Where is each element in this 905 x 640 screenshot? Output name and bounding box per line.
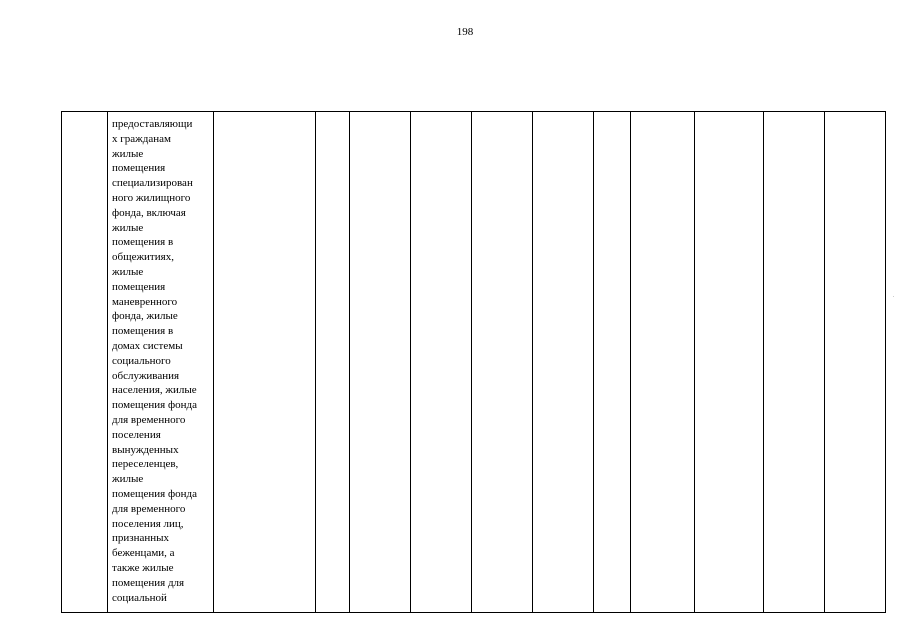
description-line: х гражданам [112, 132, 171, 145]
description-line: обслуживания [112, 369, 180, 382]
table-cell-empty [350, 112, 411, 613]
description-line: домах системы [112, 339, 183, 352]
document-table [61, 111, 886, 613]
description-line: помещения в [112, 325, 174, 338]
description-text [108, 112, 213, 605]
description-line: жилые [112, 147, 144, 160]
table-cell-empty [411, 112, 472, 613]
description-line: жилые [112, 265, 144, 278]
table-cell-empty [316, 112, 350, 613]
table-cell-empty [631, 112, 695, 613]
table-row [62, 112, 886, 613]
description-line: жилые [112, 473, 144, 486]
description-line: вынужденных [112, 443, 179, 456]
scan-speck [893, 296, 894, 297]
description-line: маневренного [112, 295, 178, 308]
table-cell-empty [695, 112, 764, 613]
description-line: фонда, жилые [112, 310, 178, 323]
description-line: поселения [112, 428, 161, 441]
description-line: беженцами, а [112, 547, 175, 560]
description-line: для временного [112, 502, 186, 515]
description-line: ного жилищного [112, 191, 191, 204]
table-cell-number [62, 112, 108, 613]
description-line: предоставляющи [112, 118, 193, 130]
table-cell-description [108, 112, 214, 613]
description-line: помещения [112, 280, 166, 293]
table-cell-empty [472, 112, 533, 613]
table-cell-empty [764, 112, 825, 613]
description-line: поселения лиц, [112, 517, 184, 530]
description-line: специализирован [112, 177, 193, 190]
description-line: социального [112, 354, 171, 367]
description-line: признанных [112, 532, 170, 545]
description-line: фонда, включая [112, 206, 186, 219]
description-line: помещения фонда [112, 399, 197, 412]
description-line: также жилые [112, 561, 174, 574]
description-line: помещения фонда [112, 487, 197, 500]
description-line: общежитиях, [112, 251, 174, 264]
description-line: социальной [112, 591, 167, 604]
table-cell-empty [214, 112, 316, 613]
table-cell-empty [594, 112, 631, 613]
description-line: помещения в [112, 236, 174, 249]
description-line: помещения [112, 162, 166, 175]
page-number: 198 [456, 26, 474, 38]
description-line: переселенцев, [112, 458, 179, 471]
description-line: помещения для [112, 576, 185, 589]
description-line: населения, жилые [112, 384, 197, 397]
table-cell-empty [533, 112, 594, 613]
description-line: для временного [112, 413, 186, 426]
description-line: жилые [112, 221, 144, 234]
table-cell-empty [825, 112, 886, 613]
